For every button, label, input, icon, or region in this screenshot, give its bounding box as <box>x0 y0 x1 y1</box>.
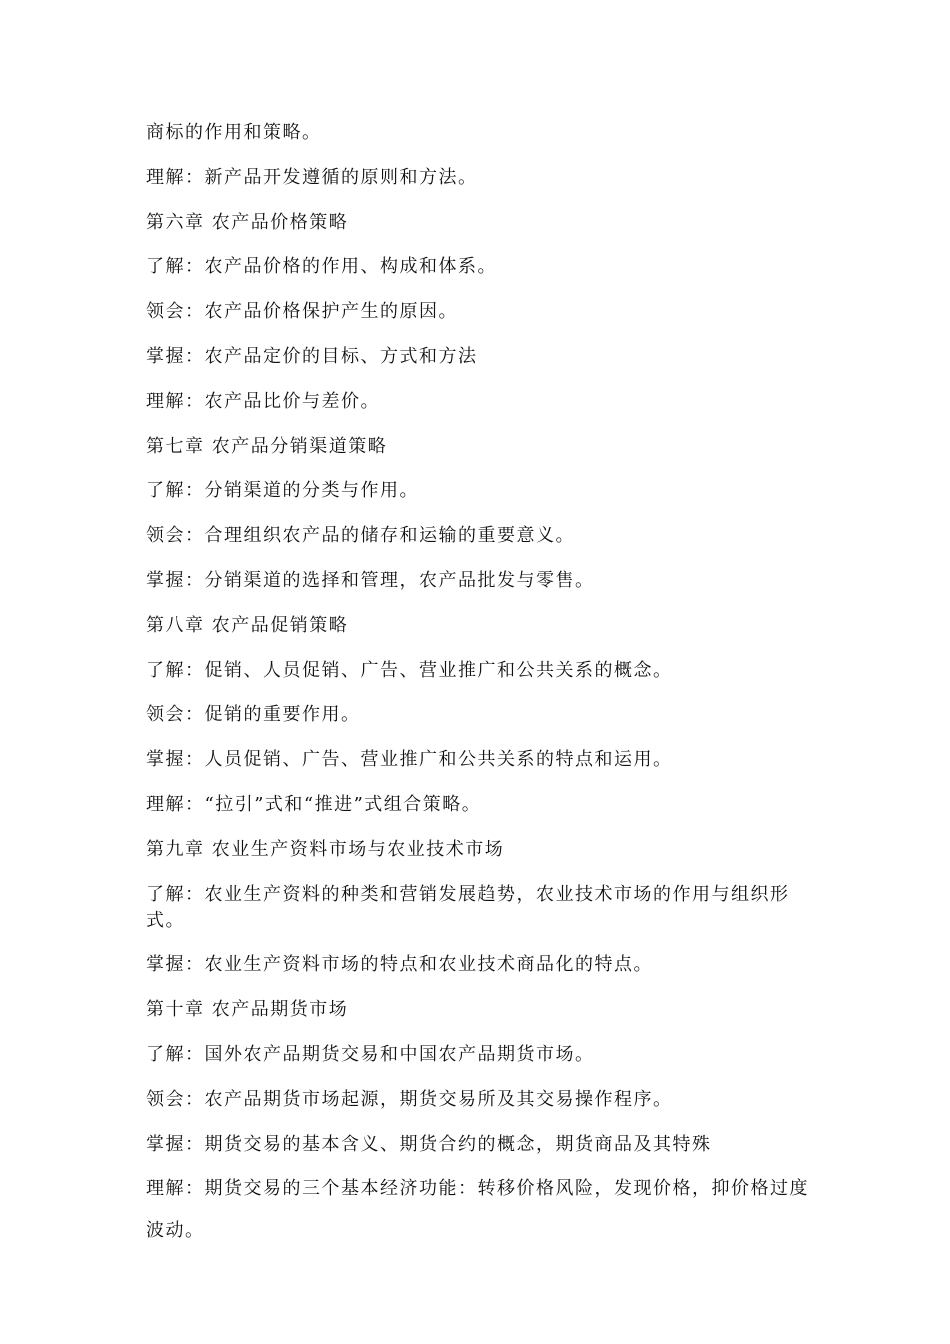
chapter-heading: 第六章 农产品价格策略 <box>146 211 349 233</box>
chapter-heading: 第九章 农业生产资料市场与农业技术市场 <box>146 838 505 860</box>
chapter-heading: 第七章 农产品分销渠道策略 <box>146 435 388 457</box>
chapter-heading: 第十章 农产品期货市场 <box>146 999 349 1021</box>
text-line: 掌握：分销渠道的选择和管理，农产品批发与零售。 <box>146 569 595 591</box>
text-line: 掌握：期货交易的基本含义、期货合约的概念，期货商品及其特殊 <box>146 1133 712 1155</box>
text-line: 了解：农产品价格的作用、构成和体系。 <box>146 256 497 278</box>
text-line: 商标的作用和策略。 <box>146 122 322 143</box>
text-line: 掌握：农产品定价的目标、方式和方法 <box>146 345 478 367</box>
text-line: 掌握：人员促销、广告、营业推广和公共关系的特点和运用。 <box>146 749 673 771</box>
document-body <box>146 120 816 1271</box>
text-line: 领会：农产品价格保护产生的原因。 <box>146 301 458 323</box>
text-line: 理解：新产品开发遵循的原则和方法。 <box>146 166 478 188</box>
text-line: 领会：促销的重要作用。 <box>146 704 361 726</box>
text-line: 理解：期货交易的三个基本经济功能：转移价格风险，发现价格，抑价格过度波动。 <box>146 1178 809 1242</box>
text-line: 了解：农业生产资料的种类和营销发展趋势，农业技术市场的作用与组织形式。 <box>146 883 790 931</box>
text-line: 领会：合理组织农产品的储存和运输的重要意义。 <box>146 525 575 547</box>
text-line: 理解：农产品比价与差价。 <box>146 390 380 412</box>
text-line: 掌握：农业生产资料市场的特点和农业技术商品化的特点。 <box>146 954 653 976</box>
text-line: 了解：分销渠道的分类与作用。 <box>146 480 419 502</box>
text-line: 领会：农产品期货市场起源，期货交易所及其交易操作程序。 <box>146 1088 673 1110</box>
chapter-heading: 第八章 农产品促销策略 <box>146 614 349 636</box>
text-line: 理解：“拉引”式和“推进”式组合策略。 <box>146 793 482 815</box>
text-line: 了解：国外农产品期货交易和中国农产品期货市场。 <box>146 1043 595 1065</box>
text-line: 了解：促销、人员促销、广告、营业推广和公共关系的概念。 <box>146 659 673 681</box>
